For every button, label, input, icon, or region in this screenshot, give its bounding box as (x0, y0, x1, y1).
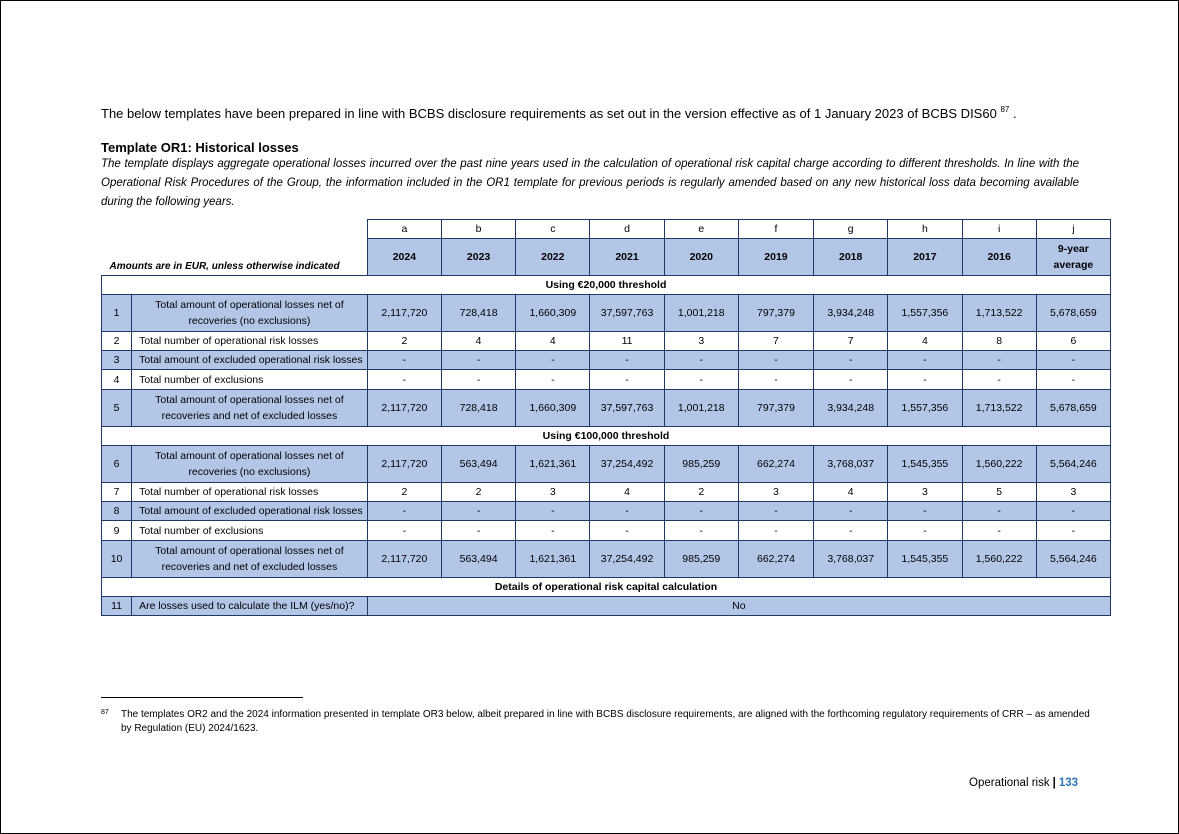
cell-value: - (664, 370, 738, 390)
table-row (102, 541, 1111, 578)
row-number: 4 (102, 370, 132, 390)
cell-value: 5,564,246 (1036, 541, 1110, 578)
table-row-ilm (102, 597, 1111, 616)
table-row (102, 502, 1111, 521)
year-header: 2016 (962, 239, 1036, 276)
col-letter: d (590, 220, 664, 239)
cell-value: - (441, 351, 515, 370)
cell-value: - (590, 370, 664, 390)
table-row (102, 521, 1111, 541)
cell-value: 2 (367, 483, 441, 502)
cell-value: 1,545,355 (888, 541, 962, 578)
cell-value: 5,678,659 (1036, 390, 1110, 427)
cell-value: 4 (814, 483, 888, 502)
table-row (102, 351, 1111, 370)
row-label: Total number of exclusions (132, 370, 368, 390)
cell-value: - (516, 502, 590, 521)
section-label: Using €20,000 threshold (102, 276, 1111, 295)
cell-value: - (962, 351, 1036, 370)
row-number: 6 (102, 446, 132, 483)
intro-text: The below templates have been prepared in line with BCBS disclosure requirements as set out in the version effective as of 1 January 2023 of BCBS DIS60 (101, 106, 997, 121)
cell-value: 2 (441, 483, 515, 502)
cell-value: - (516, 351, 590, 370)
cell-value: - (1036, 370, 1110, 390)
cell-value: 728,418 (441, 295, 515, 332)
cell-value: 7 (814, 332, 888, 351)
cell-value: - (664, 502, 738, 521)
cell-value: 7 (738, 332, 813, 351)
cell-value: 4 (888, 332, 962, 351)
col-letter: j (1036, 220, 1110, 239)
row-label: Total amount of operational losses net of recoveries (no exclusions) (132, 295, 368, 332)
cell-value: - (814, 351, 888, 370)
cell-value: 2 (367, 332, 441, 351)
cell-value: - (664, 521, 738, 541)
row-label: Total number of exclusions (132, 521, 368, 541)
cell-value: - (1036, 502, 1110, 521)
cell-value: 1,545,355 (888, 446, 962, 483)
cell-value: - (888, 351, 962, 370)
year-header-average: 9-year average (1036, 239, 1110, 276)
cell-value: 985,259 (664, 541, 738, 578)
cell-value: 2,117,720 (367, 390, 441, 427)
table-row (102, 446, 1111, 483)
section-row-20k (102, 276, 1111, 295)
cell-value: 2 (664, 483, 738, 502)
col-letter: c (516, 220, 590, 239)
cell-value: 3,934,248 (814, 390, 888, 427)
cell-value: 4 (590, 483, 664, 502)
cell-value: 563,494 (441, 446, 515, 483)
cell-value: 5,564,246 (1036, 446, 1110, 483)
cell-value: - (590, 521, 664, 541)
cell-value: 1,660,309 (516, 390, 590, 427)
cell-value: 6 (1036, 332, 1110, 351)
cell-value: - (738, 521, 813, 541)
cell-value: 1,557,356 (888, 295, 962, 332)
cell-value: 3 (516, 483, 590, 502)
year-header: 2019 (738, 239, 813, 276)
footnote-separator (101, 697, 303, 698)
cell-value: - (441, 370, 515, 390)
row-label: Total number of operational risk losses (132, 332, 368, 351)
col-letter: i (962, 220, 1036, 239)
cell-value: 37,254,492 (590, 446, 664, 483)
year-header: 2017 (888, 239, 962, 276)
row-number: 3 (102, 351, 132, 370)
cell-value: 1,713,522 (962, 295, 1036, 332)
cell-value: - (664, 351, 738, 370)
footnote-reference[interactable]: 87 (1000, 105, 1010, 114)
cell-value: 37,254,492 (590, 541, 664, 578)
cell-value: 3,768,037 (814, 446, 888, 483)
page-footer (969, 777, 1078, 789)
cell-value: 3 (1036, 483, 1110, 502)
col-letter: h (888, 220, 962, 239)
col-letter: e (664, 220, 738, 239)
cell-value: 3,934,248 (814, 295, 888, 332)
intro-paragraph (101, 102, 1091, 122)
col-letter: f (738, 220, 813, 239)
footer-separator: | (1052, 777, 1056, 789)
cell-value: 1,621,361 (516, 446, 590, 483)
row-label: Total amount of excluded operational risk losses (132, 351, 368, 370)
units-note: Amounts are in EUR, unless otherwise indicated (102, 220, 368, 276)
col-letter: a (367, 220, 441, 239)
cell-value: 37,597,763 (590, 390, 664, 427)
table-row (102, 390, 1111, 427)
or1-table (101, 219, 1111, 616)
row-label: Total amount of operational losses net of recoveries and net of excluded losses (132, 390, 368, 427)
footnote-text: The templates OR2 and the 2024 information presented in template OR3 below, albeit prepared in line with BCBS disclosure requirements, are aligned with the forthcoming regulatory requirements of CRR – as amended by Regulation (EU) 2024/1623. (121, 709, 1090, 734)
cell-value: - (888, 370, 962, 390)
cell-value: - (367, 502, 441, 521)
cell-value: - (590, 502, 664, 521)
cell-value: 1,001,218 (664, 390, 738, 427)
row-number: 7 (102, 483, 132, 502)
cell-value: - (814, 370, 888, 390)
row-label: Total amount of operational losses net of recoveries and net of excluded losses (132, 541, 368, 578)
cell-value: 1,660,309 (516, 295, 590, 332)
cell-value: - (590, 351, 664, 370)
cell-value: 4 (441, 332, 515, 351)
row-label: Are losses used to calculate the ILM (yes/no)? (132, 597, 368, 616)
section-label: Using €100,000 threshold (102, 427, 1111, 446)
row-number: 11 (102, 597, 132, 616)
intro-end: . (1009, 106, 1017, 121)
year-header: 2018 (814, 239, 888, 276)
table-row (102, 483, 1111, 502)
cell-value: 5,678,659 (1036, 295, 1110, 332)
row-number: 9 (102, 521, 132, 541)
footnote (101, 708, 1091, 736)
cell-value: - (814, 502, 888, 521)
cell-value: 563,494 (441, 541, 515, 578)
cell-value: - (888, 521, 962, 541)
row-number: 10 (102, 541, 132, 578)
cell-value: 5 (962, 483, 1036, 502)
cell-value: 797,379 (738, 295, 813, 332)
year-header: 2024 (367, 239, 441, 276)
cell-value: - (516, 370, 590, 390)
cell-value: 4 (516, 332, 590, 351)
cell-value: - (367, 521, 441, 541)
cell-value: 1,557,356 (888, 390, 962, 427)
cell-value: - (441, 521, 515, 541)
row-label: Total amount of operational losses net of recoveries (no exclusions) (132, 446, 368, 483)
cell-value: 3 (888, 483, 962, 502)
cell-value: 8 (962, 332, 1036, 351)
col-letter: b (441, 220, 515, 239)
table-row (102, 332, 1111, 351)
cell-value: 1,560,222 (962, 541, 1036, 578)
row-number: 2 (102, 332, 132, 351)
cell-value: 797,379 (738, 390, 813, 427)
cell-value: - (516, 521, 590, 541)
cell-value: 3,768,037 (814, 541, 888, 578)
cell-value: - (738, 351, 813, 370)
year-header: 2021 (590, 239, 664, 276)
cell-value: 2,117,720 (367, 541, 441, 578)
template-title: Template OR1: Historical losses (101, 140, 299, 155)
footnote-number: 87 (101, 709, 109, 716)
cell-value: 2,117,720 (367, 446, 441, 483)
column-letter-row (102, 220, 1111, 239)
year-header: 2022 (516, 239, 590, 276)
footer-section: Operational risk (969, 777, 1050, 789)
ilm-value: No (367, 597, 1110, 616)
cell-value: 1,001,218 (664, 295, 738, 332)
table-row (102, 295, 1111, 332)
cell-value: 1,713,522 (962, 390, 1036, 427)
section-row-100k (102, 427, 1111, 446)
cell-value: 1,560,222 (962, 446, 1036, 483)
cell-value: - (441, 502, 515, 521)
cell-value: 3 (664, 332, 738, 351)
cell-value: 662,274 (738, 446, 813, 483)
cell-value: - (962, 370, 1036, 390)
cell-value: 728,418 (441, 390, 515, 427)
cell-value: - (962, 502, 1036, 521)
cell-value: - (814, 521, 888, 541)
cell-value: 662,274 (738, 541, 813, 578)
page-number: 133 (1058, 777, 1078, 789)
cell-value: 1,621,361 (516, 541, 590, 578)
col-letter: g (814, 220, 888, 239)
cell-value: - (367, 351, 441, 370)
row-label: Total number of operational risk losses (132, 483, 368, 502)
cell-value: 37,597,763 (590, 295, 664, 332)
template-description: The template displays aggregate operational losses incurred over the past nine years used in the calculation of operational risk capital charge according to different thresholds. In line with the Operational Risk Procedures of the Group, the information included in the OR1 template for previous periods is regularly amended based on any new historical loss data becoming available during the following years. (101, 158, 1079, 208)
cell-value: - (738, 370, 813, 390)
cell-value: - (888, 502, 962, 521)
cell-value: - (1036, 351, 1110, 370)
cell-value: 2,117,720 (367, 295, 441, 332)
cell-value: - (962, 521, 1036, 541)
section-row-capital (102, 578, 1111, 597)
cell-value: 11 (590, 332, 664, 351)
row-number: 5 (102, 390, 132, 427)
row-number: 8 (102, 502, 132, 521)
cell-value: - (1036, 521, 1110, 541)
table-row (102, 370, 1111, 390)
row-label: Total amount of excluded operational risk losses (132, 502, 368, 521)
cell-value: - (367, 370, 441, 390)
row-number: 1 (102, 295, 132, 332)
cell-value: 3 (738, 483, 813, 502)
section-label: Details of operational risk capital calculation (102, 578, 1111, 597)
cell-value: 985,259 (664, 446, 738, 483)
year-header: 2020 (664, 239, 738, 276)
year-header: 2023 (441, 239, 515, 276)
cell-value: - (738, 502, 813, 521)
